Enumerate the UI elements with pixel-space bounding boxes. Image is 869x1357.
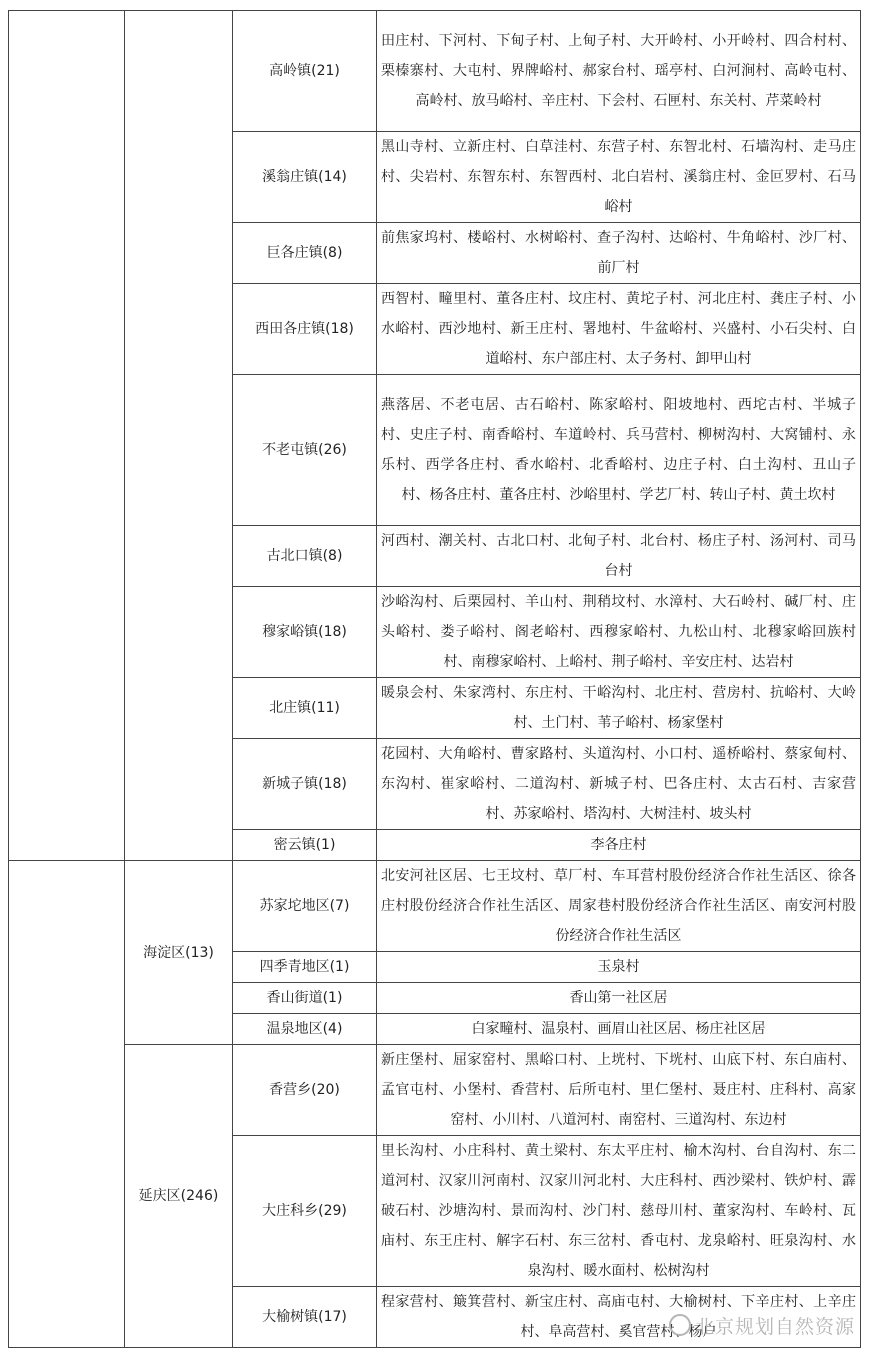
town-cell: 香营乡(20) — [233, 1045, 377, 1136]
town-cell: 穆家峪镇(18) — [233, 587, 377, 678]
villages-cell: 河西村、潮关村、古北口村、北甸子村、北台村、杨庄子村、汤河村、司马台村 — [377, 526, 861, 587]
villages-cell: 田庄村、下河村、下甸子村、上甸子村、大开岭村、小开岭村、四合村村、栗榛寨村、大屯村、界牌峪村、郝家台村、瑶亭村、白河涧村、高岭屯村、高岭村、放马峪村、辛庄村、下会村、石匣村、东关村、芹菜岭村 — [377, 11, 861, 132]
town-cell: 溪翁庄镇(14) — [233, 132, 377, 223]
table-row — [9, 11, 861, 132]
villages-cell: 北安河社区居、七王坟村、草厂村、车耳营村股份经济合作社生活区、徐各庄村股份经济合作社生活区、周家巷村股份经济合作社生活区、南安河村股份经济合作社生活区 — [377, 861, 861, 952]
villages-cell: 前焦家坞村、楼峪村、水树峪村、查子沟村、达峪村、牛角峪村、沙厂村、前厂村 — [377, 223, 861, 284]
table-row — [9, 861, 861, 952]
city-cell-blank — [9, 861, 125, 1348]
town-cell: 北庄镇(11) — [233, 678, 377, 739]
villages-cell: 暖泉会村、朱家湾村、东庄村、干峪沟村、北庄村、营房村、抗峪村、大岭村、土门村、苇子峪村、杨家堡村 — [377, 678, 861, 739]
town-cell: 不老屯镇(26) — [233, 375, 377, 526]
village-list-table — [8, 10, 861, 1348]
district-cell: 海淀区(13) — [125, 861, 233, 1045]
villages-cell: 李各庄村 — [377, 830, 861, 861]
villages-cell: 燕落居、不老屯居、古石峪村、陈家峪村、阳坡地村、西坨古村、半城子村、史庄子村、南香峪村、车道岭村、兵马营村、柳树沟村、大窝铺村、永乐村、西学各庄村、香水峪村、北香峪村、边庄子村、白土沟村、丑山子村、杨各庄村、董各庄村、沙峪里村、学艺厂村、转山子村、黄土坎村 — [377, 375, 861, 526]
town-cell: 巨各庄镇(8) — [233, 223, 377, 284]
district-cell-blank — [125, 11, 233, 861]
city-cell-blank — [9, 11, 125, 861]
villages-cell: 白家疃村、温泉村、画眉山社区居、杨庄社区居 — [377, 1014, 861, 1045]
town-cell: 密云镇(1) — [233, 830, 377, 861]
town-cell: 大庄科乡(29) — [233, 1136, 377, 1287]
town-cell: 苏家坨地区(7) — [233, 861, 377, 952]
watermark — [669, 1312, 855, 1339]
villages-cell: 新庄堡村、屈家窑村、黑峪口村、上垙村、下垙村、山底下村、东白庙村、孟官屯村、小堡村、香营村、后所屯村、里仁堡村、聂庄村、庄科村、高家窑村、小川村、八道河村、南窑村、三道沟村、东边村 — [377, 1045, 861, 1136]
villages-cell: 沙峪沟村、后栗园村、羊山村、荆稍坟村、水漳村、大石岭村、碱厂村、庄头峪村、娄子峪村、阁老峪村、西穆家峪村、九松山村、北穆家峪回族村村、南穆家峪村、上峪村、荆子峪村、辛安庄村、达岩村 — [377, 587, 861, 678]
villages-cell: 香山第一社区居 — [377, 983, 861, 1014]
town-cell: 新城子镇(18) — [233, 739, 377, 830]
villages-cell: 西智村、疃里村、董各庄村、坟庄村、黄坨子村、河北庄村、龚庄子村、小水峪村、西沙地村、新王庄村、署地村、牛盆峪村、兴盛村、小石尖村、白道峪村、东户部庄村、太子务村、卸甲山村 — [377, 284, 861, 375]
villages-cell: 黑山寺村、立新庄村、白草洼村、东营子村、东智北村、石墙沟村、走马庄村、尖岩村、东智东村、东智西村、北白岩村、溪翁庄村、金叵罗村、石马峪村 — [377, 132, 861, 223]
district-cell: 延庆区(246) — [125, 1045, 233, 1348]
town-cell: 古北口镇(8) — [233, 526, 377, 587]
town-cell: 四季青地区(1) — [233, 952, 377, 983]
table-row — [9, 1045, 861, 1136]
villages-cell: 玉泉村 — [377, 952, 861, 983]
town-cell: 西田各庄镇(18) — [233, 284, 377, 375]
weibo-logo-icon — [669, 1314, 691, 1336]
town-cell: 大榆树镇(17) — [233, 1287, 377, 1348]
town-cell: 温泉地区(4) — [233, 1014, 377, 1045]
villages-cell: 花园村、大角峪村、曹家路村、头道沟村、小口村、遥桥峪村、蔡家甸村、东沟村、崔家峪村、二道沟村、新城子村、巴各庄村、太古石村、吉家营村、苏家峪村、塔沟村、大树洼村、坡头村 — [377, 739, 861, 830]
watermark-text: 北京规划自然资源 — [694, 1316, 855, 1338]
town-cell: 香山街道(1) — [233, 983, 377, 1014]
villages-cell: 里长沟村、小庄科村、黄土梁村、东太平庄村、榆木沟村、台自沟村、东二道河村、汉家川河南村、汉家川河北村、大庄科村、西沙梁村、铁炉村、霹破石村、沙塘沟村、景而沟村、沙门村、慈母川村、董家沟村、车岭村、瓦庙村、东王庄村、解字石村、东三岔村、香屯村、龙泉峪村、旺泉沟村、水泉沟村、暖水面村、松树沟村 — [377, 1136, 861, 1287]
town-cell: 高岭镇(21) — [233, 11, 377, 132]
villages-cell: 程家营村、簸箕营村、新宝庄村、高庙屯村、大榆树村、下辛庄村、上辛庄村、阜高营村、奚官营村、杨户 — [377, 1287, 861, 1348]
